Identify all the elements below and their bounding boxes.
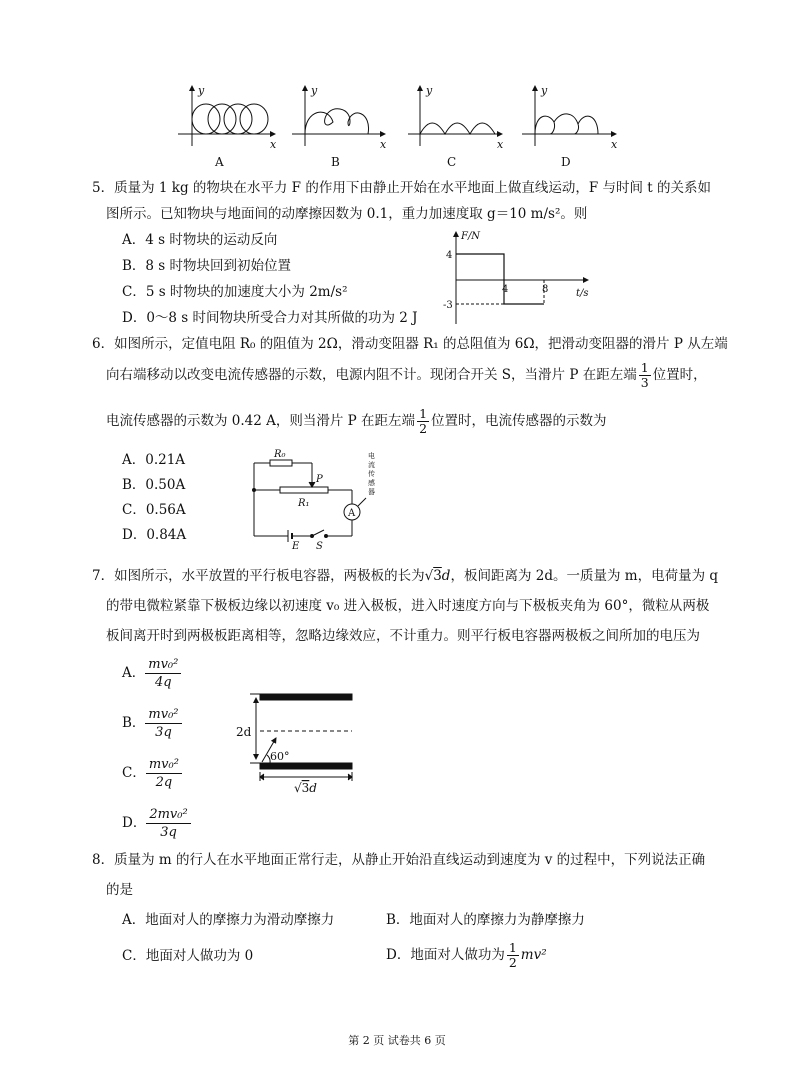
- axis-y-c: y: [426, 84, 433, 97]
- q7-line3: 板间离开时到两极板距离相等，忽略边缘效应，不计重力。则平行板电容器两极板之间所加的电压为: [106, 628, 700, 644]
- q6-sensor-char-1: 电: [368, 452, 375, 460]
- q7-top-plate: [260, 694, 352, 700]
- q7-length-label: √3d: [294, 781, 317, 795]
- q7-sqrt3d: √3d: [424, 568, 451, 584]
- q5-option-d[interactable]: D．0～8 s 时间物块所受合力对其所做的功为 2 J: [122, 310, 418, 326]
- q5-option-b[interactable]: B．8 s 时物块回到初始位置: [122, 258, 292, 274]
- axis-x-b: x: [380, 138, 387, 151]
- q6-resistor-r1: [280, 487, 328, 493]
- q8-line1: 8．质量为 m 的行人在水平地面正常行走，从静止开始沿直线运动到速度为 v 的过程中，下列说法正确: [92, 852, 706, 868]
- axis-y-a: y: [198, 84, 205, 97]
- q5-chart-ytick-neg: -3: [443, 300, 453, 311]
- q8-option-d[interactable]: D．地面对人做功为 $\frac{1}{2}$ mv²: [386, 940, 547, 970]
- axis-x-d: x: [611, 138, 618, 151]
- q7-bottom-plate: [260, 763, 352, 769]
- q6-fraction-one-half: $\frac{1}{2}$: [419, 406, 428, 436]
- figure-d: [522, 86, 616, 146]
- q6-number: 6．: [92, 336, 115, 352]
- q6-fraction-one-third: $\frac{1}{3}$: [640, 360, 649, 390]
- q5-chart-xtick-4: 4: [502, 284, 509, 295]
- q6-label-r0: R₀: [274, 449, 286, 460]
- q7-capacitor-diagram: [232, 686, 362, 796]
- axis-y-d: y: [541, 84, 548, 97]
- trajectory-figures: [170, 84, 640, 174]
- q5-chart-ylabel: F/N: [461, 231, 481, 242]
- q6-sensor-char-2: 流: [368, 461, 375, 469]
- page-footer: 第 2 页 试卷共 6 页: [348, 1034, 446, 1047]
- q6-circuit-diagram: [240, 448, 390, 550]
- q6-option-b[interactable]: B．0.50A: [122, 477, 186, 493]
- q7-option-b[interactable]: B． $\frac{\text{mv₀²}}{3q}$: [122, 706, 182, 741]
- q5-chart-ytick-pos: 4: [446, 250, 453, 261]
- figure-a: [178, 86, 275, 146]
- q6-sensor-char-3: 传: [368, 470, 375, 478]
- axis-x-a: x: [270, 138, 277, 151]
- q5-force-time-chart: [436, 228, 596, 328]
- q6-sensor-char-5: 器: [368, 488, 375, 496]
- q5-chart-xlabel: t/s: [576, 288, 589, 299]
- q6-option-d[interactable]: D．0.84A: [122, 527, 187, 543]
- q6-sensor-char-4: 感: [368, 479, 375, 487]
- q5-option-c[interactable]: C．5 s 时物块的加速度大小为 2m/s²: [122, 284, 348, 300]
- q6-label-e: E: [292, 541, 300, 550]
- q5-chart-xtick-8: 8: [542, 284, 549, 295]
- q8-line2: 的是: [106, 882, 133, 898]
- q8-option-a[interactable]: A．地面对人的摩擦力为滑动摩擦力: [122, 912, 335, 928]
- q7-option-c[interactable]: C． $\frac{\text{mv₀²}}{2q}$: [122, 756, 182, 791]
- q8-option-c[interactable]: C．地面对人做功为 0: [122, 948, 254, 964]
- q6-option-a[interactable]: A．0.21A: [122, 452, 186, 468]
- q6-label-s: S: [316, 541, 323, 550]
- q7-gap-label: 2d: [236, 725, 252, 739]
- q7-line1: 7．如图所示，水平放置的平行板电容器，两极板的长为√3d，板间距离为 2d。一质量为 m，电荷量为 q: [92, 568, 719, 584]
- q6-line1: 6．如图所示，定值电阻 R₀ 的阻值为 2Ω，滑动变阻器 R₁ 的总阻值为 6Ω，把滑动变阻器的滑片 P 从左端: [92, 336, 728, 352]
- q5-number: 5．: [92, 180, 115, 196]
- q5-line2: 图所示。已知物块与地面间的动摩擦因数为 0.1，重力加速度取 g＝10 m/s²。则: [106, 206, 588, 222]
- q7-number: 7．: [92, 568, 115, 584]
- axis-y-b: y: [311, 84, 318, 97]
- q7-line2: 的带电微粒紧靠下极板边缘以初速度 v₀ 进入极板，进入时速度方向与下极板夹角为 60°，微粒从两极: [106, 598, 710, 614]
- q6-label-r1: R₁: [298, 498, 310, 509]
- q6-option-c[interactable]: C．0.56A: [122, 502, 186, 518]
- q6-line2: 向右端移动以改变电流传感器的示数，电源内阻不计。现闭合开关 S，当滑片 P 在距左端 $\frac{1}{3}$ 位置时，: [106, 360, 707, 390]
- q6-line3: 电流传感器的示数为 0.42 A，则当滑片 P 在距左端 $\frac{1}{2}$ 位置时，电流传感器的示数为: [106, 406, 607, 436]
- q5-force-line: [456, 254, 544, 304]
- q7-angle-label: 60°: [270, 750, 290, 763]
- q7-option-d[interactable]: D． $\frac{\text{2mv₀²}}{3q}$: [122, 806, 191, 841]
- axis-x-c: x: [497, 138, 504, 151]
- q5-line1: 5．质量为 1 kg 的物块在水平力 F 的作用下由静止开始在水平地面上做直线运动，F 与时间 t 的关系如: [92, 180, 711, 196]
- q5-option-a[interactable]: A．4 s 时物块的运动反向: [122, 232, 278, 248]
- q7-option-a[interactable]: A． $\frac{\text{mv₀²}}{4q}$: [122, 656, 181, 691]
- figure-label-d: D: [561, 155, 571, 169]
- q6-resistor-r0: [270, 460, 292, 466]
- figure-b: [292, 86, 385, 146]
- figure-label-b: B: [331, 155, 340, 169]
- figure-c: [408, 86, 502, 146]
- q6-label-p: P: [316, 474, 323, 485]
- figure-label-a: A: [215, 155, 224, 169]
- q8-option-b[interactable]: B．地面对人的摩擦力为静摩擦力: [386, 912, 585, 928]
- q6-switch: [312, 530, 324, 536]
- q8-number: 8．: [92, 852, 115, 868]
- q6-label-ammeter: A: [348, 508, 356, 519]
- figure-label-c: C: [447, 155, 457, 169]
